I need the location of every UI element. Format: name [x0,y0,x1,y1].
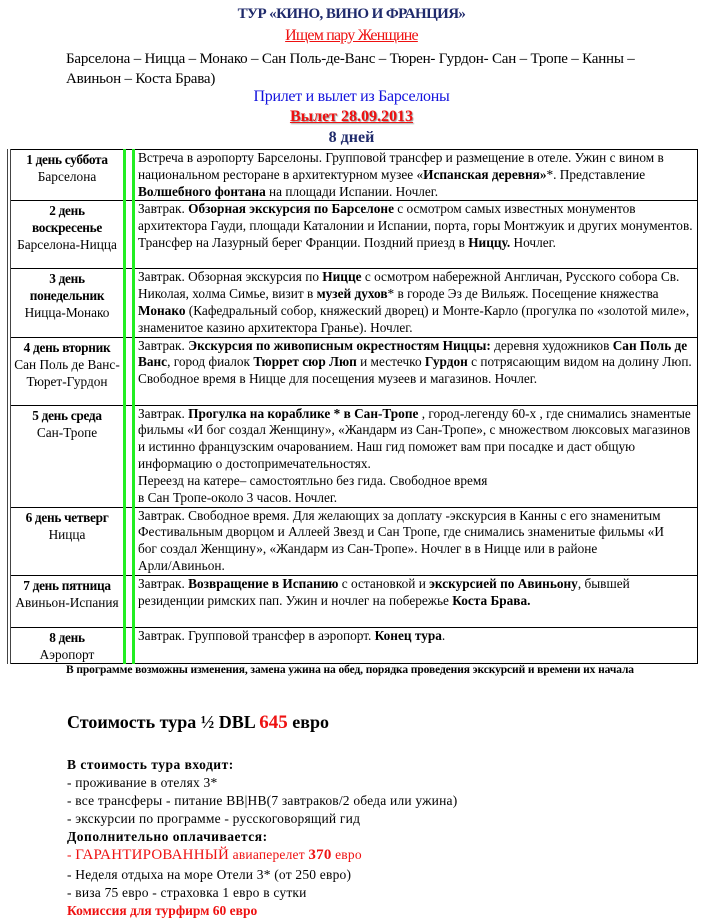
day-cell [9,405,125,507]
highlight-text: Конец тура [374,627,442,643]
day-cell [9,337,125,405]
day-title: 2 день воскресенье [31,203,103,236]
departure-date: Вылет 28.09.2013 [289,108,414,125]
description-text: (Кафедральный собор, княжеский дворец) и Монте-Карло (прогулка по «золотой миле», знаменитое казино архитектора Гранье). Ночлег. [138,302,690,335]
highlight-text: Сан Поль де Ванс [138,337,688,370]
description-text: с осмотром самых известных монументов архитектора Гауди, площади Каталонии и Испании, порта, горы Монтжуик и других монументов. Трансфер на Лазурный берег Франции. Поздний приезд в [138,201,693,250]
program-row [9,150,698,201]
program-row [9,405,698,507]
day-description [134,627,698,663]
description-text: , город-легенду 60-х , где снимались знаментые фильмы «И бог создал Женщину», «Жандарм из Сан-Тропе», с множеством люксовых магазинов и истинно французским очарованием. Наш гид поможет вам при посадке и даст общую информацию о достопримечательностях. [138,405,691,471]
highlight-text: Тюррет сюр Люп [253,354,357,370]
day-place: Барселона [37,169,97,184]
green-separator [125,337,134,405]
description-text: * в городе Эз де Вильяж. Посещение княжества [387,286,659,302]
price-label: Стоимость тура ½ DBL [67,712,260,732]
program-row [9,269,698,337]
day-cell [9,269,125,337]
day-title: 4 день вторник [23,339,111,355]
flight-prefix: - [67,847,76,862]
extra-flight [67,847,362,864]
description-text: на площади Испании. Ночлег. [265,183,439,199]
green-separator [125,269,134,337]
extra-item: - виза 75 евро - страховка 1 евро в сутки [67,885,307,900]
day-description [134,337,698,405]
day-cell [9,201,125,269]
description-text: Переезд на катере– самостоятльно без гида. Свободное время [138,472,488,488]
flight-guaranteed: ГАРАНТИРОВАННЫЙ [75,847,230,863]
description-text: , город фиалок [167,354,254,370]
flight-price: 370 [308,847,332,863]
extra-title: Дополнительно оплачивается: [67,829,268,844]
highlight-text: Гурдон [424,354,468,370]
green-separator [125,201,134,269]
day-cell [9,150,125,201]
highlight-text: Испанская деревня» [423,166,547,182]
program-row [9,201,698,269]
description-text: Завтрак. [138,337,189,353]
day-title: 6 день четверг [25,509,109,525]
included-item: - экскурсии по программе - русскоговорящий гид [67,811,361,826]
price-currency: евро [287,712,329,732]
day-title: 7 день пятница [23,577,111,593]
day-title: 8 день [49,629,85,645]
description-text: бог создал Женщину», «Жандарм из Сан-Тропе». Ночлег в в Ницце или в районе [138,541,598,557]
extra-item: - Неделя отдыха на море Отели 3* (от 250 евро) [67,867,352,882]
day-place: Ницца-Монако [24,305,110,321]
flight-info: Прилет и вылет из Барселоны [253,88,450,105]
program-row [9,507,698,575]
included-item: - все трансферы - питание BB|HB(7 завтраков/2 обеда или ужина) [67,793,458,808]
included-title: В стоимость тура входит: [67,757,234,772]
description-text: Арли/Авиньон. [138,557,225,573]
description-text: Фестивальным дворцом и Аллеей Звезд и Сан Тропе, где снимались знаменитые фильмы «И [138,524,664,540]
green-separator [125,627,134,663]
highlight-text: Монако [138,302,186,318]
included-item: - проживание в отелях 3* [67,775,218,790]
highlight-text: Коста Брава. [452,592,531,608]
day-place: Ницца [48,526,86,542]
highlight-text: Ниццу. [468,234,511,250]
tour-price [67,712,329,734]
highlight-text: Ницце [322,269,362,285]
highlight-text: Возвращение в Испанию [188,575,339,591]
day-place: Барселона-Ницца [17,237,117,253]
description-text: с осмотром набережной Англичан, Русского собора Св. Николая, холма Симье, визит в [138,269,680,302]
program-row [9,627,698,663]
day-place: Сан Поль де Ванс-Тюрет-Гурдон [14,356,120,389]
day-description [134,150,698,201]
tour-subtitle: Ищем пару Женщине [285,27,418,44]
day-title: 3 день понедельник [29,271,105,304]
green-separator [125,405,134,507]
highlight-text: Прогулка на кораблике * в Сан-Тропе [188,405,419,421]
program-row [9,337,698,405]
description-text: Завтрак. Групповой трансфер в аэропорт. [138,627,375,643]
day-cell [9,627,125,663]
description-text: Завтрак. [138,575,189,591]
description-text: с потрясающим видом на долину Люп. Свободное время в Ницце для посещения музеев и магазинов. Ночлег. [138,354,692,387]
day-description [134,405,698,507]
highlight-text: Волшебного фонтана [138,183,266,199]
description-text: с остановкой и [338,575,430,591]
program-table [7,149,698,664]
day-description [134,201,698,269]
tour-route: Барселона – Ницца – Монако – Сан Поль-де-Ванс – Тюрен- Гурдон- Сан – Тропе – Канны – Авиньон – Коста Брава) [66,51,635,87]
price-amount: 645 [259,712,288,733]
description-text: , бывшей резиденции римских пап. Ужин и ночлег на побережье [138,575,630,608]
description-text: и местечко [356,354,425,370]
description-text: . [441,627,446,643]
green-separator [125,507,134,575]
description-text: в Сан Тропе-около 3 часов. Ночлег. [138,489,338,505]
highlight-text: Экскурсия по живописным окрестностям Ниццы: [188,337,491,353]
day-title: 5 день среда [32,407,102,423]
tour-title: ТУР «КИНО, ВИНО И ФРАНЦИЯ» [237,6,466,22]
day-place: Сан-Тропе [36,424,98,440]
description-text: деревня художников [490,337,613,353]
program-row [9,575,698,627]
highlight-text: экскурсией по Авиньону [429,575,578,591]
commission: Комиссия для турфирм 60 евро [67,903,258,918]
flight-currency: евро [331,847,362,862]
description-text: Встреча в аэропорту Барселоны. Групповой трансфер и размещение в отеле. Ужин с вином в национальном ресторане в архитектурном музее « [138,150,664,182]
day-place: Аэропорт [39,646,95,662]
description-text: Ночлег. [510,234,556,250]
day-description [134,269,698,337]
green-separator [125,575,134,627]
description-text: Завтрак. Свободное время. Для желающих за доплату -экскурсия в Канны с его знаменитым [138,507,661,523]
highlight-text: Обзорная экскурсия по Барселоне [188,201,394,217]
day-title: 1 день суббота [26,152,108,167]
description-text: *. Представление [546,166,646,182]
tour-duration: 8 дней [328,129,375,146]
highlight-text: музей духов [316,286,388,302]
day-cell [9,507,125,575]
day-place: Авиньон-Испания [15,594,119,610]
description-text: Завтрак. Обзорная экскурсия по [138,269,323,285]
day-description [134,575,698,627]
program-note: В программе возможны изменения, замена ужина на обед, порядка проведения экскурсий и времени их начала [66,664,634,676]
green-separator [125,150,134,201]
description-text: Завтрак. [138,405,189,421]
day-description [134,507,698,575]
day-cell [9,575,125,627]
flight-label: авиаперелет [229,847,309,862]
description-text: Завтрак. [138,201,189,217]
